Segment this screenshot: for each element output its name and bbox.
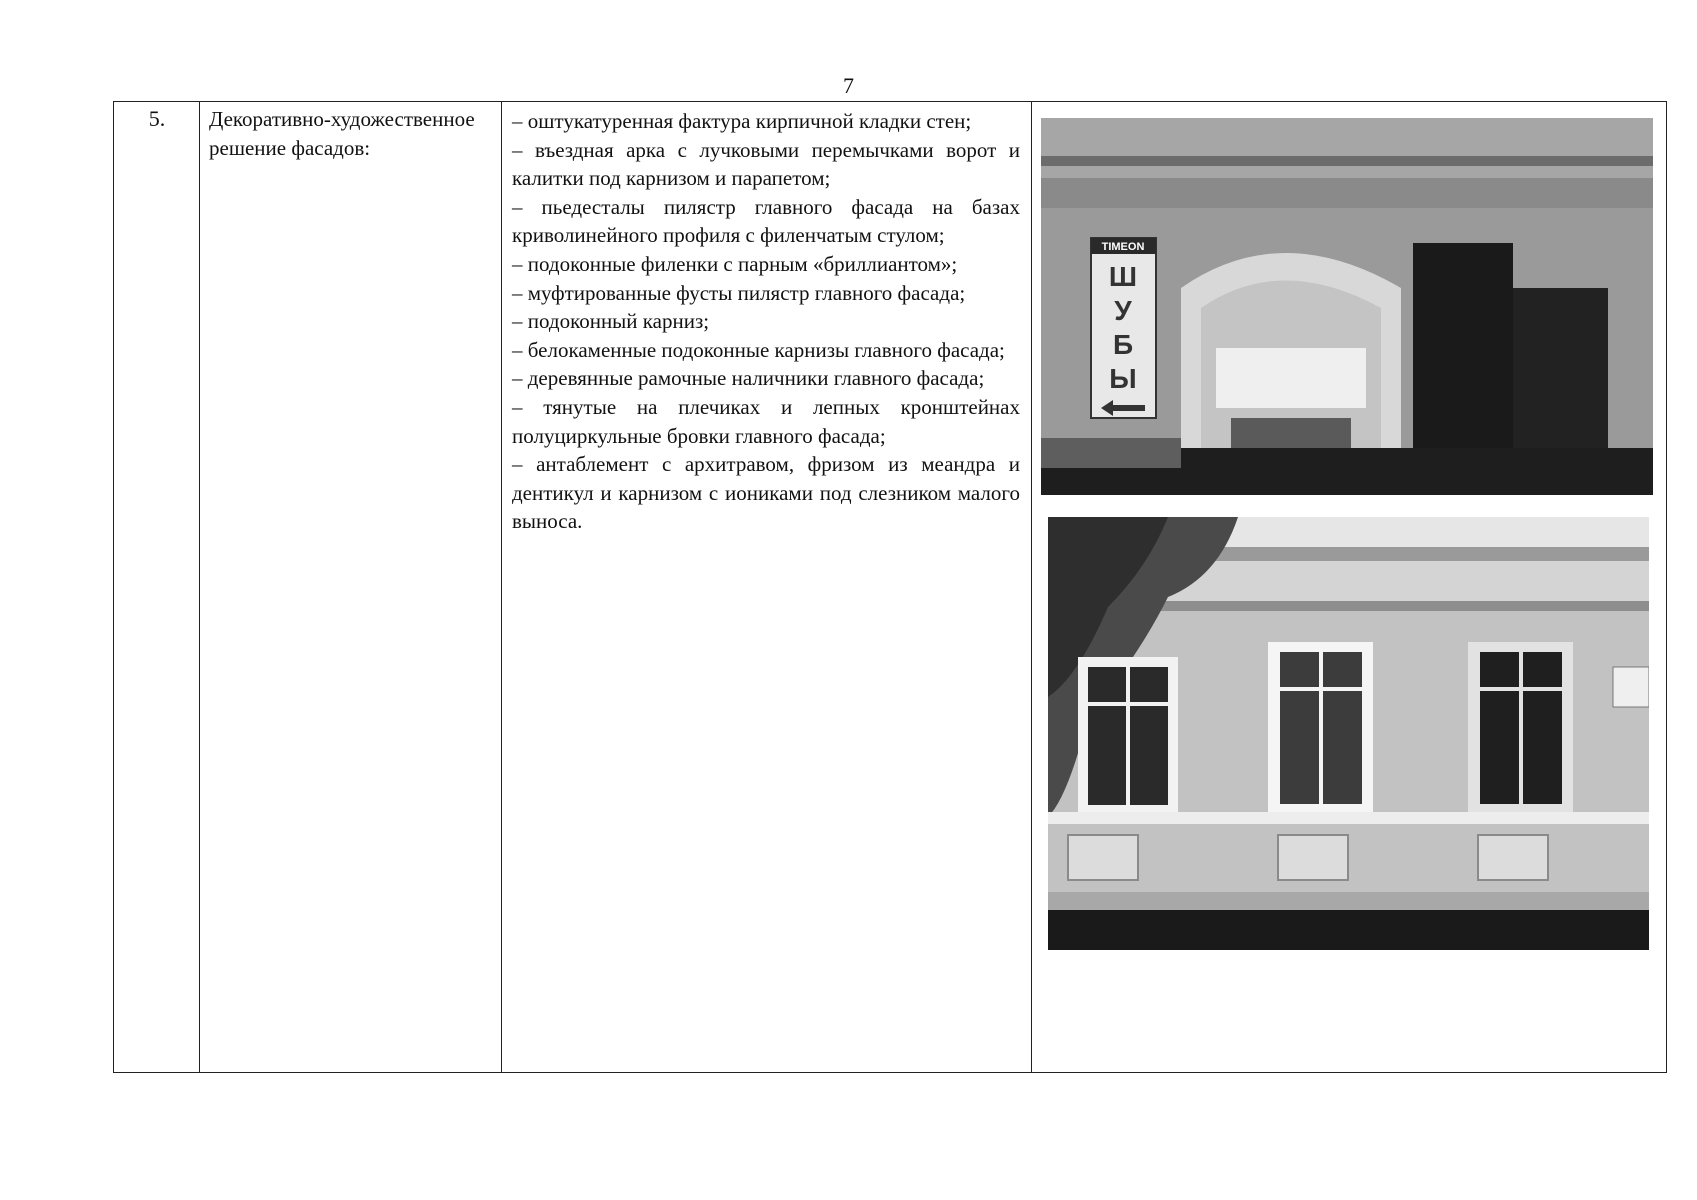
sign-letter: Ш <box>1108 261 1138 292</box>
arch-photo-image <box>1041 118 1653 495</box>
sign-letter: Ы <box>1109 363 1137 394</box>
sign-letter: Б <box>1112 329 1134 360</box>
facade-photo <box>1048 517 1649 950</box>
list-item: – антаблемент с архитравом, фризом из меандра и дентикул и карнизом с иониками под слезником малого выноса. <box>512 452 1020 534</box>
list-item: – муфтированные фусты пилястр главного фасада; <box>512 280 966 305</box>
row-name: Декоративно-художественное решение фасадов: <box>209 107 475 160</box>
page-number: 7 <box>843 73 854 98</box>
description-cell <box>502 102 1032 1072</box>
list-item: – тянутые на плечиках и лепных кронштейнах полуциркульные бровки главного фасада; <box>512 394 1020 448</box>
sign-letter: У <box>1114 295 1132 326</box>
arch-photo <box>1041 118 1653 495</box>
list-item: – белокаменные подоконные карнизы главного фасада; <box>512 337 1005 362</box>
list-item: – деревянные рамочные наличники главного фасада; <box>512 366 985 391</box>
number-cell <box>114 102 200 1072</box>
list-item: – пьедесталы пилястр главного фасада на базах криволинейного профиля с филенчатым стулом; <box>512 194 1020 248</box>
row-number: 5. <box>148 106 166 131</box>
list-item: – оштукатуренная фактура кирпичной кладки стен; <box>512 109 972 133</box>
facade-photo-image <box>1048 517 1649 950</box>
feature-list <box>512 107 1020 536</box>
list-item: – въездная арка с лучковыми перемычками ворот и калитки под карнизом и парапетом; <box>512 137 1020 191</box>
name-cell <box>200 102 502 1072</box>
list-item: – подоконные филенки с парным «бриллиантом»; <box>512 251 958 276</box>
sign-top-text: TIMEON <box>1101 241 1145 253</box>
list-item: – подоконный карниз; <box>512 309 710 334</box>
